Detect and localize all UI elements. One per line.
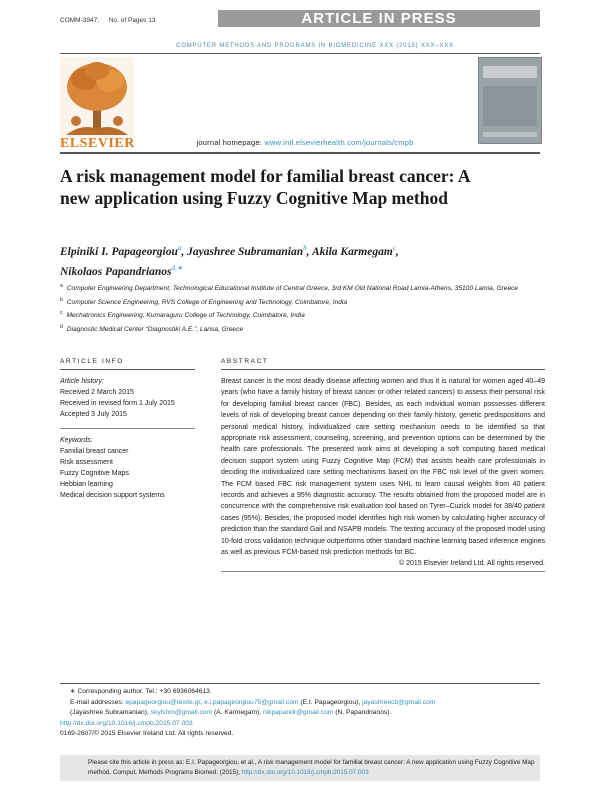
journal-running-title: COMPUTER METHODS AND PROGRAMS IN BIOMEDICINE XXX (2015) XXX–XXX: [176, 43, 454, 49]
cover-artwork: [483, 86, 537, 126]
history-entry: Accepted 3 July 2015: [60, 411, 127, 418]
journal-homepage: [140, 138, 470, 147]
email-label: E-mail addresses:: [70, 698, 124, 706]
cover-footer-strip: [483, 132, 537, 137]
footnotes: [60, 687, 540, 740]
cover-title-strip: [483, 66, 537, 78]
author[interactable]: Akila Karmegam$^c$,: [311, 244, 399, 258]
author[interactable]: Jayashree Subramanian$^b$,: [187, 244, 312, 258]
keyword: Hebbian learning: [60, 481, 113, 488]
keywords-label: Keywords:: [60, 437, 93, 444]
email-link[interactable]: e.i.papageorgiou75@gmail.com: [203, 698, 299, 706]
author[interactable]: Nikolaos Papandrianos$^{d,∗}$: [60, 263, 183, 278]
article-title: A risk management model for familial breast cancer: A new application using Fuzzy Cognitive Map method: [60, 166, 470, 208]
affiliation: $^c$ Mechatronics Engineering, Kumaraguru College of Technology, Coimbatore, India: [60, 310, 305, 320]
email-link[interactable]: epapageorgiou@teiste.gr: [125, 698, 201, 706]
author-affil-marker[interactable]: b: [303, 244, 307, 252]
author-affil-marker[interactable]: c: [392, 244, 396, 252]
abstract-copyright: © 2015 Elsevier Ireland Ltd. All rights reserved.: [398, 559, 545, 567]
citation-text: [88, 758, 540, 778]
author-affil-marker[interactable]: a: [177, 244, 182, 252]
affiliation: $^a$ Computer Engineering Department, Technological Educational Institute of Central Greece, 3rd KM Old National Road Lamia-Athens, 35100 Lamia, Greece: [60, 283, 519, 293]
article-info-section: [60, 358, 195, 501]
citation-prefix: Please cite this article in press as: E.I. Papageorgiou, et al., A risk management model for familial breast cancer: A new application using Fuzzy Cognitive Map method, Comput. Methods Programs Biomed. (2015),: [88, 759, 535, 776]
affiliation: $^b$ Computer Science Engineering, RVS College of Engineering and Technology, Coimbatore, India: [60, 296, 348, 306]
section-rule: [221, 369, 545, 370]
keyword: Risk assessment: [60, 459, 113, 466]
citation-doi-link[interactable]: http://dx.doi.org/10.1016/j.cmpb.2015.07.003: [241, 769, 369, 776]
manuscript-id: COMM-3947;: [60, 17, 100, 24]
footnote-rule: [60, 683, 540, 684]
publisher-wordmark: ELSEVIER: [60, 136, 135, 151]
homepage-link[interactable]: www.intl.elsevierhealth.com/journals/cmpb: [264, 138, 414, 147]
section-rule: [60, 369, 195, 370]
keyword: Medical decision support systems: [60, 492, 165, 499]
header-rule: [60, 53, 540, 54]
keyword: Fuzzy Cognitive Maps: [60, 470, 129, 477]
citation-box: [60, 755, 540, 781]
affiliation: $^d$ Diagnostic Medical Center “Diagnostiki A.E.”, Larisa, Greece: [60, 324, 244, 334]
elsevier-tree-logo: [60, 57, 134, 137]
article-history: [60, 376, 195, 420]
keywords: [60, 435, 195, 501]
author-affil-marker[interactable]: d,∗: [171, 263, 183, 272]
article-info-heading: ARTICLE INFO: [60, 358, 124, 365]
history-label: Article history:: [60, 378, 104, 385]
article-in-press-banner: ARTICLE IN PRESS: [218, 10, 540, 27]
issn-line: 0169-2607/© 2015 Elsevier Ireland Ltd. All rights reserved.: [60, 730, 234, 737]
journal-cover-thumbnail: [478, 57, 542, 144]
email-link[interactable]: jayashreecb@gmail.com: [362, 698, 436, 706]
email-link[interactable]: skylshm@gmail.com: [150, 709, 213, 716]
section-rule: [60, 428, 195, 429]
masthead-rule: [60, 152, 540, 154]
manuscript-meta: [60, 17, 163, 24]
email-addresses: E-mail addresses: epapageorgiou@teiste.gr, e.i.papageorgiou75@gmail.com (E.I. Papageorgiou), jayashreecb@gmail.com (Jayashree Subramanian), skylshm@gmail.com (A. Karmegam), nikpapandr@gmail.com (N. Papandrianos).: [70, 698, 436, 716]
author[interactable]: Elpiniki I. Papageorgiou$^a$,: [60, 244, 188, 258]
email-link[interactable]: nikpapandr@gmail.com: [263, 709, 334, 716]
abstract-body: Breast cancer is the most deadly disease affecting women and thus it is natural for women aged 40–49 years (who have a family history of breast cancer or other related cancers) to assess their personal risk for developing familial breast cancer (FBC). Besides, as each individual woman possesses different levels of risk of developing breast cancer depending on their family history, genetic predispositions and personal medical history, individualized care setting mechanism needs to be identified so that appropriate risk assessment, counseling, screening, and prevention options can be determined by the health care professionals. The presented work aims at developing a soft computing based medical decision support system using Fuzzy Cognitive Map (FCM) that assists health care professionals in deciding the individualized care setting mechanisms based on the FBC risk level of the given women. The FCM based FBC risk management system uses NHL to learn causal weights from 40 patient records and achieves a 95% diagnostic accuracy. The results obtained from the proposed model are in concurrence with the comprehensive risk evaluation tool based on Tyrer–Cuzick model for 38/40 patient cases (95%). Besides, the proposed model identifies high risk women by calculating higher accuracy of prediction than the standard Gail and NSAPB models. The testing accuracy of the proposed model using 10-fold cross validation technique outperforms other standard machine learning based inference engines as well as previous FCM-based risk prediction methods for BC.: [221, 378, 545, 557]
doi-link[interactable]: http://dx.doi.org/10.1016/j.cmpb.2015.07.003: [60, 719, 193, 727]
page-count: No. of Pages 13: [108, 17, 156, 24]
history-entry: Received in revised form 1 July 2015: [60, 400, 175, 407]
author-list: [60, 240, 540, 280]
history-entry: Received 2 March 2015: [60, 389, 134, 396]
affiliation-list: [60, 281, 540, 336]
keyword: Familial breast cancer: [60, 448, 129, 455]
abstract-section: [221, 358, 545, 578]
corresponding-author-note: ∗ Corresponding author. Tel.: +30 6936064613.: [70, 688, 212, 695]
abstract-heading: ABSTRACT: [221, 358, 269, 365]
section-rule: [221, 571, 545, 572]
homepage-label: journal homepage:: [196, 138, 263, 147]
